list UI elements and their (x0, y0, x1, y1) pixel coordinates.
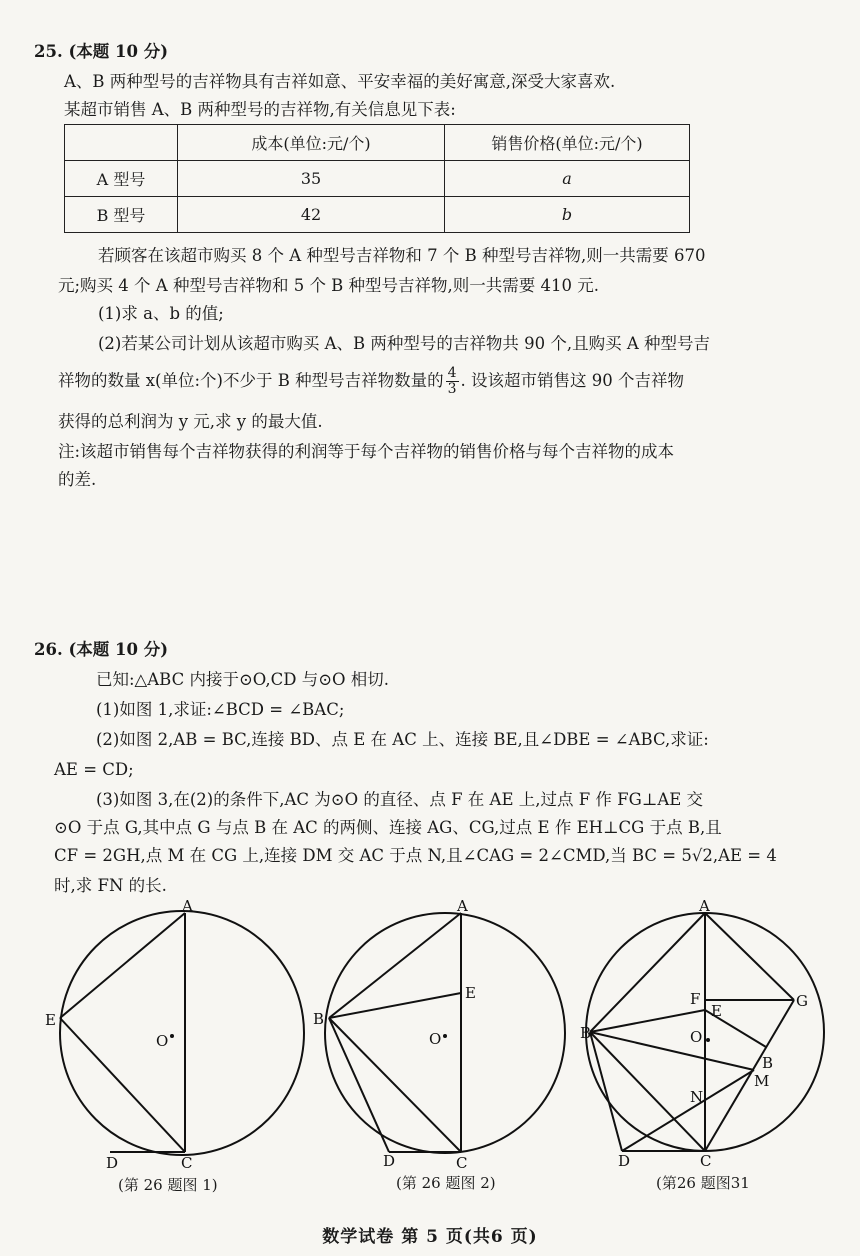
figure-3-label-n: N (690, 1088, 704, 1106)
q25-part2-line3: 获得的总利润为 y 元,求 y 的最大值. (58, 412, 323, 431)
table-cell: 42 (178, 197, 445, 233)
q26-heading: 26. (本题 10 分) (34, 640, 169, 659)
fraction-four-thirds (446, 366, 459, 397)
table-header-row (65, 125, 690, 161)
q25-note-line2: 的差. (58, 470, 97, 489)
table-cell: b (445, 197, 690, 233)
q26-given: 已知:△ABC 内接于⊙O,CD 与⊙O 相切. (96, 670, 390, 689)
figure-3-segment-ag (705, 913, 794, 1000)
figure-3-label-e: E (711, 1002, 722, 1020)
figure-2-circle (325, 913, 565, 1153)
figure-3-caption: (第26 题图31 (656, 1174, 750, 1192)
q25-part2-line1: (2)若某公司计划从该超市购买 A、B 两种型号的吉祥物共 90 个,且购买 A 种型号吉 (98, 334, 711, 353)
figure-3-label-o: O (690, 1028, 703, 1046)
figure-3-label-b-right: B (762, 1054, 774, 1072)
figure-1-label-e: E (45, 1011, 56, 1029)
figure-2-label-d: D (383, 1152, 396, 1170)
q25-note-line1: 注:该超市销售每个吉祥物获得的利润等于每个吉祥物的销售价格与每个吉祥物的成本 (58, 442, 675, 461)
figure-3-label-g: G (796, 992, 808, 1010)
figure-1-segment-ae (60, 913, 185, 1018)
figure-3-label-f: F (690, 990, 701, 1008)
figure-3-label-c: C (700, 1152, 712, 1170)
table-cell: B 型号 (65, 197, 178, 233)
figure-3-segment-bm (590, 1032, 754, 1070)
figure-3-center-dot (706, 1038, 710, 1042)
q26-part2-line1: (2)如图 2,AB = BC,连接 BD、点 E 在 AC 上、连接 BE,且∠DBE = ∠ABC,求证: (96, 730, 709, 749)
fraction-denominator: 3 (447, 381, 457, 397)
q25-part2-line2 (58, 366, 684, 397)
figure-1-caption: (第 26 题图 1) (118, 1176, 218, 1194)
figure-1-label-o: O (156, 1032, 169, 1050)
q25-part2-text-pre: 祥物的数量 x(单位:个)不少于 B 种型号吉祥物数量的 (58, 371, 444, 390)
figure-3-segment-dm (622, 1070, 754, 1151)
q26-part3-line1: (3)如图 3,在(2)的条件下,AC 为⊙O 的直径、点 F 在 AE 上,过点 F 作 FG⊥AE 交 (96, 790, 704, 809)
figure-1-label-c: C (181, 1154, 193, 1172)
figure-1-circle (60, 911, 304, 1155)
figure-3-label-d: D (618, 1152, 631, 1170)
table-cell: a (445, 161, 690, 197)
q25-part2-text-post: . 设该超市销售这 90 个吉祥物 (460, 371, 685, 390)
figure-2-label-b: B (313, 1010, 325, 1028)
figure-3-diagram (580, 897, 820, 1170)
q26-part3-line4: 时,求 FN 的长. (54, 876, 167, 895)
figure-1-center-dot (170, 1034, 174, 1038)
q25-para1-line2: 元;购买 4 个 A 种型号吉祥物和 5 个 B 种型号吉祥物,则一共需要 410 元. (58, 276, 600, 295)
table-header-cell (65, 125, 178, 161)
q25-intro-line2: 某超市销售 A、B 两种型号的吉祥物,有关信息见下表: (64, 100, 456, 119)
page-footer: 数学试卷 第 5 页(共6 页) (322, 1227, 538, 1247)
q26-part3-line3: CF = 2GH,点 M 在 CG 上,连接 DM 交 AC 于点 N,且∠CAG = 2∠CMD,当 BC = 5√2,AE = 4 (54, 846, 777, 865)
q26-part1: (1)如图 1,求证:∠BCD = ∠BAC; (96, 700, 345, 719)
table-header-cell: 销售价格(单位:元/个) (445, 125, 690, 161)
figure-2-center-dot (443, 1034, 447, 1038)
figure-1-label-a: A (182, 897, 193, 915)
q25-intro-line1: A、B 两种型号的吉祥物具有吉祥如意、平安幸福的美好寓意,深受大家喜欢. (64, 72, 616, 91)
table-cell: A 型号 (65, 161, 178, 197)
figure-3-segment-gc (705, 1000, 794, 1151)
figure-2-label-e: E (465, 984, 476, 1002)
table-row (65, 161, 690, 197)
table-cell: 35 (178, 161, 445, 197)
q26-part3-line2: ⊙O 于点 G,其中点 G 与点 B 在 AC 的两侧、连接 AG、CG,过点 E 作 EH⊥CG 于点 B,且 (54, 818, 722, 837)
figure-1-diagram (40, 897, 310, 1172)
table-row (65, 197, 690, 233)
figure-2-label-o: O (429, 1030, 442, 1048)
q25-part1: (1)求 a、b 的值; (98, 304, 224, 323)
fraction-numerator: 4 (447, 365, 457, 381)
figure-2-label-a: A (457, 897, 468, 915)
q25-heading: 25. (本题 10 分) (34, 42, 169, 61)
figure-2-diagram (305, 897, 575, 1172)
figure-2-label-c: C (456, 1154, 468, 1172)
q25-para1-line1: 若顾客在该超市购买 8 个 A 种型号吉祥物和 7 个 B 种型号吉祥物,则一共需要 670 (98, 246, 706, 265)
q25-info-table (64, 124, 690, 233)
figure-3-label-m: M (754, 1072, 770, 1090)
figure-2-segment-bd (329, 1018, 389, 1152)
table-header-cell: 成本(单位:元/个) (178, 125, 445, 161)
figure-3-label-b-left: B (580, 1024, 592, 1042)
figure-2-segment-ab (329, 913, 461, 1018)
figure-3-segment-bc (590, 1032, 705, 1151)
figure-3-label-a: A (699, 897, 710, 915)
q26-part2-line2: AE = CD; (54, 760, 134, 779)
figure-1-label-d: D (106, 1154, 119, 1172)
figure-2-caption: (第 26 题图 2) (396, 1174, 496, 1192)
figure-2-segment-be (329, 993, 461, 1018)
